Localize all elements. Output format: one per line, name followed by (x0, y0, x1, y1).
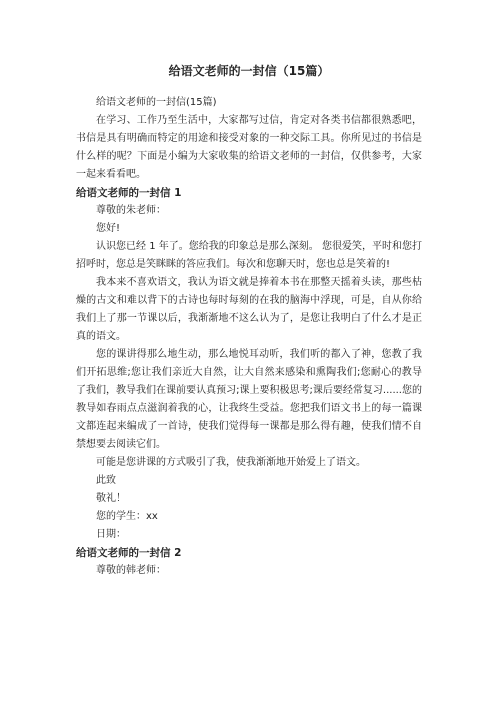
letter-1-heading: 给语文老师的一封信 1 (76, 187, 182, 199)
intro-paragraph: 在学习、工作乃至生活中，大家都写过信，肯定对各类书信都很熟悉吧，书信是具有明确而特定的用途和接受对象的一种交际工具。你所见过的书信是什么样的呢？下面是小编为大家收集的给语文老师的一封信，仅供参考，大家一起来看看吧。 (76, 115, 422, 180)
letter-1-closing-1: 此致 (96, 475, 116, 486)
letter-1-date: 日期： (96, 529, 126, 540)
document-body (76, 94, 422, 580)
intro-subtitle: 给语文老师的一封信(15篇) (96, 97, 217, 108)
letter-1-paragraph: 认识您已经 1 年了。您给我的印象总是那么深刻。 您很爱笑，平时和您打招呼时，您总是笑眯眯的答应我们。每次和您聊天时，您也总是笑着的! (76, 241, 422, 270)
letter-1-paragraph: 可能是您讲课的方式吸引了我，使我渐渐地开始爱上了语文。 (96, 457, 366, 468)
document-title: 给语文老师的一封信（15篇） (168, 64, 330, 78)
letter-1-paragraph: 您的课讲得那么地生动，那么地悦耳动听，我们听的都入了神，您教了我们开拓思维;您让我们亲近大自然，让大自然来感染和熏陶我们;您耐心的教导了我们，教导我们在课前要认真预习;课上要积极思考;课后要经常复习......您的教导如春雨点点滋润着我的心，让我终生受益。您把我们语文书上的每一篇课文都连起来编成了一首诗，使我们觉得每一课都是那么得有趣，使我们情不自禁想要去阅读它们。 (76, 349, 422, 450)
letter-1-greeting: 您好! (96, 223, 121, 234)
letter-2-heading: 给语文老师的一封信 2 (76, 547, 182, 559)
letter-1-salutation: 尊敬的朱老师： (96, 205, 166, 216)
letter-1-closing-2: 敬礼！ (96, 493, 126, 504)
letter-2-salutation: 尊敬的韩老师： (96, 565, 166, 576)
letter-1-signature: 您的学生：xx (96, 511, 158, 522)
letter-1-paragraph: 我本来不喜欢语文，我认为语文就是捧着本书在那整天摇着头读，那些枯燥的古文和难以背下的古诗也每时每刻的在我的脑海中浮现，可是，自从你给我们上了那一节课以后，我渐渐地不这么认为了，是您让我明白了什么才是正真的语文。 (76, 277, 422, 342)
